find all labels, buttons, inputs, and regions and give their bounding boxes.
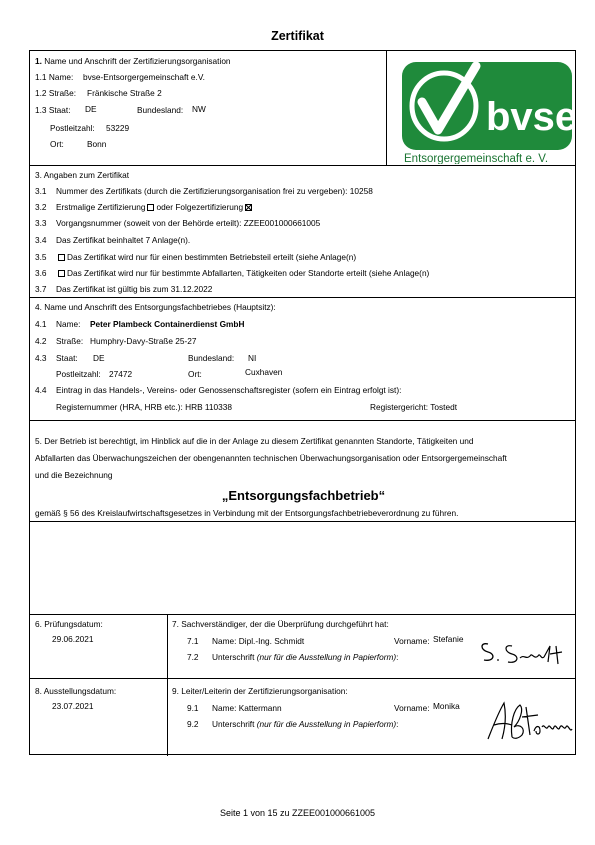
s8-label: 8. Ausstellungsdatum: [35,686,117,696]
logo-text: bvse [486,95,574,139]
s7-first-label: Vorname: [394,636,430,646]
s3-num-6: 3.6 [35,268,47,278]
s6-label: 6. Prüfungsdatum: [35,619,103,629]
s4-city-value: Cuxhaven [245,367,283,377]
s9-num-2: 9.2 [187,719,199,729]
s5-line-1: 5. Der Betrieb ist berechtigt, im Hinblick auf die in der Anlage zu diesem Zertifikat genannten Standorte, Tätigkeiten und [35,436,474,446]
signature-schmidt [478,636,574,668]
operating-unit-checkbox[interactable] [58,254,65,261]
s1-name-label: 1.1 Name: [35,72,74,82]
s3-text-3: Vorgangsnummer (soweit von der Behörde erteilt): ZZEE001000661005 [56,218,321,228]
s7-num-1: 7.1 [187,636,199,646]
s9-first-value: Monika [433,701,460,711]
s5-line-4: gemäß § 56 des Kreislaufwirtschaftsgesetzes in Verbindung mit der Entsorgungsfachbetriebeverordnung zu führen. [35,508,459,518]
s4-num-4: 4.4 [35,385,47,395]
s9-num-1: 9.1 [187,703,199,713]
s9-name: Name: Kattermann [212,703,282,713]
s4-num-3: 4.3 [35,353,47,363]
divider-1 [30,165,575,166]
s8-value: 23.07.2021 [52,701,94,711]
s9-first-label: Vorname: [394,703,430,713]
divider-2 [30,297,575,298]
waste-types-checkbox[interactable] [58,270,65,277]
s1-divider [386,51,387,165]
bvse-logo [402,54,574,164]
s4-plz-value: 27472 [109,369,133,379]
s3-text-1: Nummer des Zertifikats (durch die Zertifizierungsorganisation frei zu vergeben): 10258 [56,186,373,196]
s3-text-2: Erstmalige Zertifizierung oder Folgezertifizierung [56,202,254,212]
s9-label: 9. Leiter/Leiterin der Zertifizierungsorganisation: [172,686,348,696]
s7-num-2: 7.2 [187,652,199,662]
s4-street-label: Straße: [56,336,84,346]
s3-num-1: 3.1 [35,186,47,196]
signature-kattermann [482,699,576,745]
divider-6 [30,678,575,679]
page-title: Zertifikat [271,29,324,43]
s3-text-5: Das Zertifikat wird nur für einen bestimmten Betriebsteil erteilt (siehe Anlage(n) [56,252,356,262]
certificate-frame [29,50,576,755]
s5-line-3: und die Bezeichnung [35,470,113,480]
s1-state-label: 1.3 Staat: [35,105,71,115]
s1-heading: 1. Name und Anschrift der Zertifizierungsorganisation [35,56,231,66]
s3-text-6: Das Zertifikat wird nur für bestimmte Abfallarten, Tätigkeiten oder Standorte erteilt (siehe Anlage(n) [56,268,429,278]
divider-5 [30,614,575,615]
s7-sig-label: Unterschrift (nur für die Ausstellung in Papierform): [212,652,399,662]
logo-subtitle: Entsorgergemeinschaft e. V. [404,153,549,164]
s3-num-5: 3.5 [35,252,47,262]
s1-street-label: 1.2 Straße: [35,88,77,98]
s4-heading: 4. Name und Anschrift des Entsorgungsfachbetriebes (Hauptsitz): [35,302,276,312]
s7-first-value: Stefanie [433,634,464,644]
s3-text-7: Das Zertifikat ist gültig bis zum 31.12.2022 [56,284,213,294]
s1-plz-value: 53229 [106,123,130,133]
s1-name-value: bvse-Entsorgergemeinschaft e.V. [83,72,205,82]
s4-name-value: Peter Plambeck Containerdienst GmbH [90,319,245,329]
s4-register-text: Eintrag in das Handels-, Vereins- oder Genossenschaftsregister (sofern ein Eintrag erfolgt ist): [56,385,402,395]
s3-num-4: 3.4 [35,235,47,245]
s4-land-value: NI [248,353,257,363]
page-footer: Seite 1 von 15 zu ZZEE001000661005 [219,808,376,818]
s7-label: 7. Sachverständiger, der die Überprüfung durchgeführt hat: [172,619,389,629]
first-certification-checkbox[interactable] [147,204,154,211]
s4-plz-label: Postleitzahl: [56,369,101,379]
follow-up-certification-checkbox[interactable] [245,204,252,211]
s1-city-value: Bonn [87,139,107,149]
s3-text-4: Das Zertifikat beinhaltet 7 Anlage(n). [56,235,191,245]
s4-street-value: Humphry-Davy-Straße 25-27 [90,336,197,346]
divider-4 [30,521,575,522]
date-divider [167,614,168,756]
s1-state-value: DE [85,104,97,114]
s3-heading: 3. Angaben zum Zertifikat [35,170,130,180]
s7-name: Name: Dipl.-Ing. Schmidt [212,636,305,646]
s4-num-2: 4.2 [35,336,47,346]
s1-land-label: Bundesland: [137,105,184,115]
s4-name-label: Name: [56,319,81,329]
s4-regnum: Registernummer (HRA, HRB etc.): HRB 110338 [56,402,232,412]
s1-street-value: Fränkische Straße 2 [87,88,162,98]
s5-line-2: Abfallarten das Überwachungszeichen der obengenannten technischen Überwachungsorganisation oder Entsorgergemeinschaft [35,453,507,463]
s1-city-label: Ort: [50,139,64,149]
s4-state-label: Staat: [56,353,78,363]
s1-land-value: NW [192,104,206,114]
s3-num-2: 3.2 [35,202,47,212]
s9-sig-label: Unterschrift (nur für die Ausstellung in Papierform): [212,719,399,729]
s4-num-1: 4.1 [35,319,47,329]
s4-state-value: DE [93,353,105,363]
s3-num-3: 3.3 [35,218,47,228]
divider-3 [30,420,575,421]
s3-num-7: 3.7 [35,284,47,294]
designation: „Entsorgungsfachbetrieb“ [221,488,386,503]
s4-court: Registergericht: Tostedt [370,402,458,412]
s1-plz-label: Postleitzahl: [50,123,95,133]
s4-city-label: Ort: [188,369,202,379]
s6-value: 29.06.2021 [52,634,94,644]
s4-land-label: Bundesland: [188,353,235,363]
